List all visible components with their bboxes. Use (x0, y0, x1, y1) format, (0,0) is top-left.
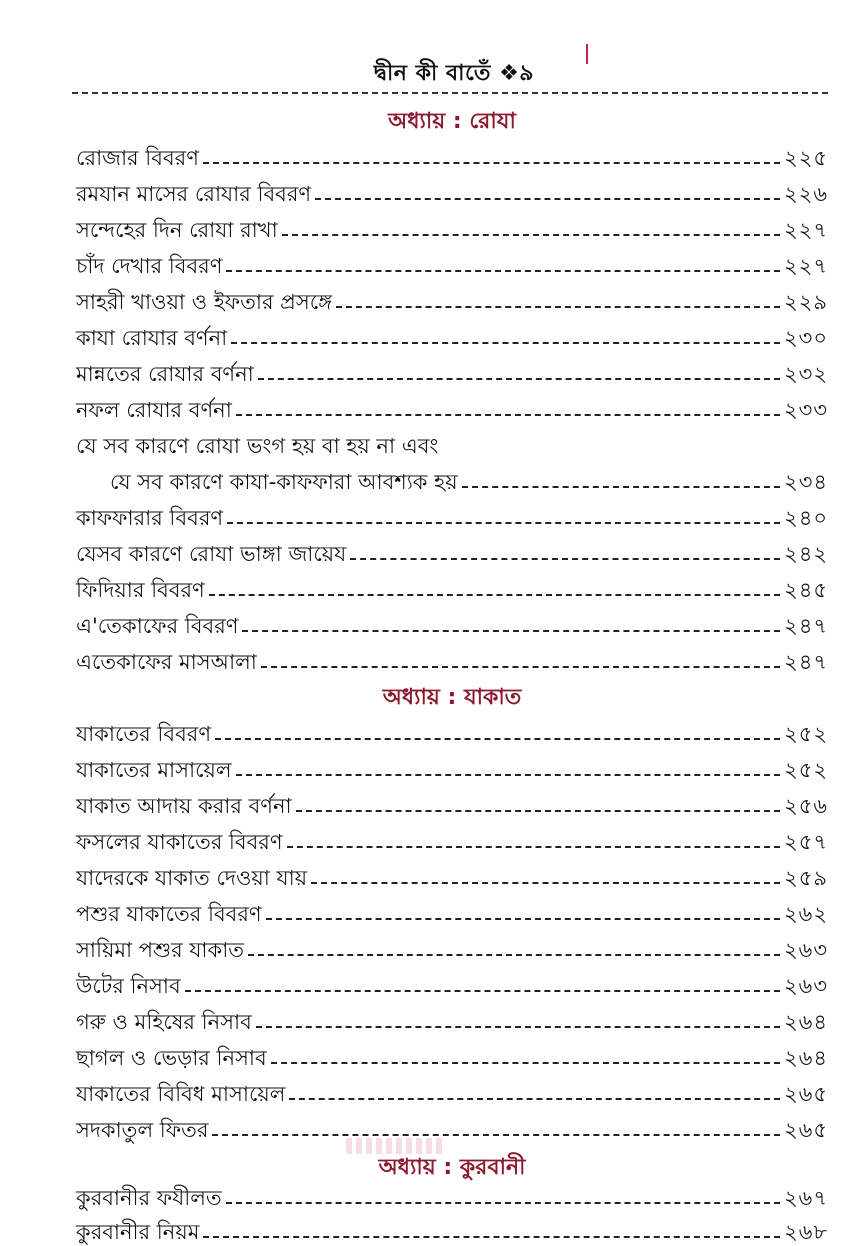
entry-page: ২৫৯ (784, 866, 828, 890)
toc-entry[interactable] (76, 1210, 828, 1246)
entry-label: কুরবানীর নিয়ম (76, 1220, 200, 1244)
entry-label: ফিদিয়ার বিবরণ (76, 578, 205, 602)
toc-entry[interactable] (76, 172, 828, 208)
entry-label: যাকাতের বিবিধ মাসায়েল (76, 1082, 286, 1106)
entry-page: ২৩৪ (784, 470, 828, 494)
toc-entry[interactable] (76, 784, 828, 820)
entry-label: যাদেরকে যাকাত দেওয়া যায় (76, 866, 308, 890)
toc-entry[interactable] (76, 352, 828, 388)
dot-leader (236, 414, 780, 416)
dot-leader (462, 486, 780, 488)
toc-entry[interactable] (76, 1036, 828, 1072)
entry-label: এতেকাফের মাসআলা (76, 650, 257, 674)
entry-label: যেসব কারণে রোযা ভাঙ্গা জায়েয (76, 542, 347, 566)
section-title-roza: অধ্যায় : রোযা (388, 109, 516, 134)
entry-page: ২৫২ (784, 722, 828, 746)
header-divider (72, 92, 828, 94)
entry-label: সায়িমা পশুর যাকাত (76, 938, 245, 962)
entry-label: কুরবানীর ফযীলত (76, 1186, 222, 1210)
entry-label: যে সব কারণে রোযা ভংগ হয় বা হয় না এবং (76, 434, 439, 458)
toc-entry[interactable] (76, 244, 828, 280)
entry-page: ২৫৬ (784, 794, 828, 818)
entry-label: যাকাতের মাসায়েল (76, 758, 232, 782)
entry-page: ২২৫ (784, 146, 828, 170)
toc-entry[interactable] (76, 928, 828, 964)
toc-entry[interactable] (76, 208, 828, 244)
toc-entry[interactable] (76, 712, 828, 748)
dot-leader (209, 594, 780, 596)
entry-page: ২৬৪ (784, 1046, 828, 1070)
page-number: ❖৯ (499, 61, 535, 86)
entry-page: ২৪২ (784, 542, 828, 566)
entry-page: ২৬৩ (784, 974, 828, 998)
entry-page: ২৫৭ (784, 830, 828, 854)
toc-entry[interactable] (76, 532, 828, 568)
toc-entry[interactable] (76, 892, 828, 928)
toc-entry[interactable] (76, 604, 828, 640)
entry-page: ২৪৫ (784, 578, 828, 602)
toc-entry[interactable] (76, 1072, 828, 1108)
book-title: দ্বীন কী বাতেঁ (373, 61, 491, 86)
toc-entry[interactable] (76, 1000, 828, 1036)
entry-page: ২৩০ (784, 326, 828, 350)
entry-label: সাহরী খাওয়া ও ইফতার প্রসঙ্গে (76, 290, 333, 314)
toc-entry[interactable] (76, 856, 828, 892)
toc-entry[interactable] (76, 496, 828, 532)
dot-leader (266, 918, 780, 920)
entry-label: ফসলের যাকাতের বিবরণ (76, 830, 283, 854)
dot-leader (289, 1098, 780, 1100)
toc-entry[interactable] (76, 964, 828, 1000)
dot-leader (287, 846, 781, 848)
entry-page: ২৩২ (784, 362, 828, 386)
entry-page: ২৬৩ (784, 938, 828, 962)
toc-entry[interactable] (76, 388, 828, 424)
entry-page: ২৩৩ (784, 398, 828, 422)
toc-entry[interactable] (76, 460, 828, 496)
dot-leader (226, 1202, 780, 1204)
entry-page: ২২৬ (784, 182, 828, 206)
dot-leader (350, 558, 780, 560)
dot-leader (231, 342, 780, 344)
dot-leader (212, 1134, 780, 1136)
entry-label: কাফফারার বিবরণ (76, 506, 224, 530)
dot-leader (296, 810, 780, 812)
dot-leader (215, 738, 780, 740)
dot-leader (282, 234, 780, 236)
section-title-zakat: অধ্যায় : যাকাত (382, 685, 522, 710)
toc-entry[interactable] (76, 280, 828, 316)
dot-leader (242, 630, 780, 632)
entry-page: ২২৭ (784, 218, 828, 242)
entry-label: কাযা রোযার বর্ণনা (76, 326, 228, 350)
dot-leader (203, 162, 780, 164)
entry-label: যাকাতের বিবরণ (76, 722, 212, 746)
entry-label: সন্দেহের দিন রোযা রাখা (76, 218, 278, 242)
entry-label: রমযান মাসের রোযার বিবরণ (76, 182, 312, 206)
entry-page: ২৬৫ (784, 1118, 828, 1142)
toc-entry[interactable] (76, 1108, 828, 1144)
toc-entry[interactable] (76, 820, 828, 856)
entry-label: নফল রোযার বর্ণনা (76, 398, 232, 422)
entry-page: ২৪৭ (784, 650, 828, 674)
page-header (0, 56, 868, 93)
toc-entry[interactable] (76, 1176, 828, 1212)
toc-entry-continued (76, 424, 828, 460)
entry-label: যাকাত আদায় করার বর্ণনা (76, 794, 292, 818)
section-title-qurbani: অধ্যায় : কুরবানী (378, 1155, 526, 1180)
entry-page: ২৪০ (784, 506, 828, 530)
dot-leader (256, 1026, 780, 1028)
entry-page: ২২৯ (784, 290, 828, 314)
entry-label: ছাগল ও ভেড়ার নিসাব (76, 1046, 267, 1070)
dot-leader (227, 522, 780, 524)
entry-page: ২৬৭ (784, 1186, 828, 1210)
toc-entry[interactable] (76, 136, 828, 172)
entry-label: এ'তেকাফের বিবরণ (76, 614, 239, 638)
toc-entry[interactable] (76, 568, 828, 604)
entry-label: পশুর যাকাতের বিবরণ (76, 902, 262, 926)
dot-leader (311, 882, 780, 884)
entry-label: মান্নতের রোযার বর্ণনা (76, 362, 254, 386)
entry-label: গরু ও মহিষের নিসাব (76, 1010, 252, 1034)
entry-label: চাঁদ দেখার বিবরণ (76, 254, 223, 278)
entry-page: ২৬৫ (784, 1082, 828, 1106)
entry-label: উটের নিসাব (76, 974, 181, 998)
dot-leader (248, 954, 780, 956)
entry-label: সদকাতুল ফিতর (76, 1118, 209, 1142)
toc-entry[interactable] (76, 316, 828, 352)
dot-leader (203, 1236, 780, 1238)
entry-page: ২২৭ (784, 254, 828, 278)
dot-leader (271, 1062, 780, 1064)
dot-leader (315, 198, 780, 200)
dot-leader (261, 666, 780, 668)
entry-label: যে সব কারণে কাযা-কাফফারা আবশ্যক হয় (110, 470, 458, 494)
dot-leader (258, 378, 780, 380)
dot-leader (336, 306, 780, 308)
entry-page: ২৬৪ (784, 1010, 828, 1034)
entry-label: রোজার বিবরণ (76, 146, 199, 170)
dot-leader (226, 270, 780, 272)
dot-leader (236, 774, 781, 776)
entry-page: ২৬২ (784, 902, 828, 926)
toc-entry[interactable] (76, 640, 828, 676)
toc-entry[interactable] (76, 748, 828, 784)
entry-page: ২৫২ (784, 758, 828, 782)
entry-page: ২৬৮ (784, 1220, 828, 1244)
entry-page: ২৪৭ (784, 614, 828, 638)
dot-leader (185, 990, 780, 992)
